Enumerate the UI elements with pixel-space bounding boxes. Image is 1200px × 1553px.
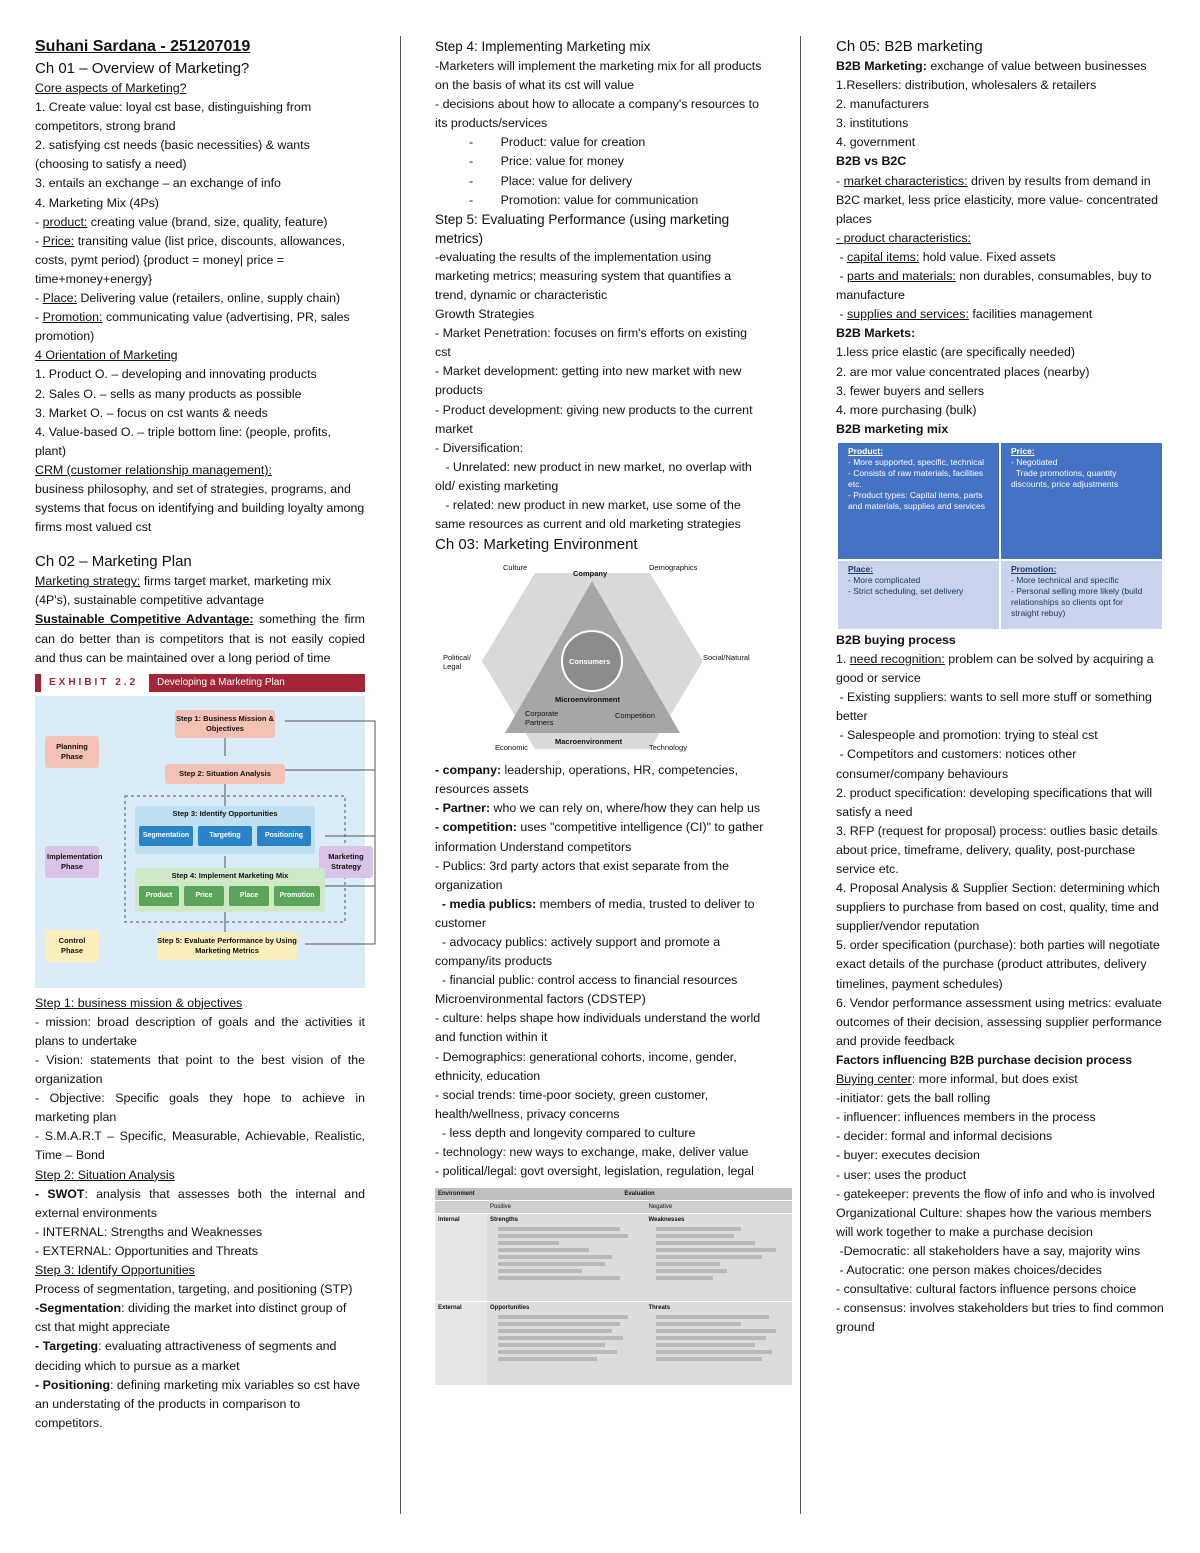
buying-heading: B2B buying process — [836, 632, 956, 647]
vs-heading: B2B vs B2C — [836, 154, 907, 169]
list-item: - decisions about how to allocate a company's resources to its products/services — [435, 97, 760, 131]
list-item: 2. Sales O. – sells as many products as possible — [35, 386, 302, 401]
mix-promotion-cell: Promotion: - More technical and specific - Personal selling more likely (build relationships so clients opt for straight rebuy) — [1000, 560, 1163, 630]
list-item: - Unrelated: new product in new market, no overlap with old/ existing marketing — [435, 459, 756, 493]
list-item: - buyer: executes decision — [836, 1148, 980, 1163]
environment-diagram — [435, 561, 765, 761]
list-item: - Competitors and customers: notices other consumer/company behaviours — [836, 747, 1080, 781]
list-item: - user: uses the product — [836, 1167, 967, 1182]
list-item: - gatekeeper: prevents the flow of info and who is involved — [836, 1186, 1155, 1201]
marketing-plan-diagram — [35, 696, 365, 988]
place-box: Place — [229, 886, 269, 906]
exhibit-label: EXHIBIT 2.2 — [35, 674, 149, 692]
mstrat-text: Marketing strategy: firms target market, marketing mix (4P's), sustainable competitive advantage — [35, 574, 332, 608]
ch03-title: Ch 03: Marketing Environment — [435, 536, 638, 554]
swot-eval-header: Evaluation — [487, 1187, 792, 1200]
economic-label: Economic — [495, 743, 528, 753]
swot-strengths-lines — [490, 1227, 642, 1280]
publics-text: - Publics: 3rd party actors that exist separate from the organization — [435, 858, 730, 892]
culture-label: Culture — [503, 563, 528, 573]
list-item: - mission: broad description of goals and the activities it plans to undertake — [35, 1014, 365, 1048]
list-item: - consultative: cultural factors influence persons choice — [836, 1282, 1137, 1297]
ch01-title: Ch 01 – Overview of Marketing? — [35, 60, 250, 77]
list-item: 2. manufacturers — [836, 97, 929, 112]
core-heading: Core aspects of Marketing? — [35, 81, 187, 95]
swot-threats: Threats — [648, 1305, 671, 1312]
competition-label: Competition — [615, 711, 656, 721]
mix-heading: B2B marketing mix — [836, 421, 949, 436]
list-item: 6. Vendor performance assessment using metrics: evaluate outcomes of their decision, assessing supplier performance and provide feedback — [836, 995, 1162, 1048]
mix-place-cell: Place: - More complicated - Strict scheduling, set delivery — [837, 560, 1000, 630]
list-item: 3. Market O. – focus on cst wants & needs — [35, 405, 268, 420]
list-item: - Vision: statements that point to the best vision of the organization — [35, 1053, 365, 1087]
core-list — [35, 98, 365, 213]
list-item: 4. government — [836, 135, 916, 150]
ps-item: - Place: Delivering value (retailers, online, supply chain) — [35, 291, 341, 306]
step4-title: Step 4: Implementing Marketing mix — [435, 39, 651, 54]
financial-text: - financial public: control access to financial resources — [435, 973, 738, 988]
mix-price-cell: Price: - Negotiated Trade promotions, quantity discounts, price adjustments — [1000, 442, 1163, 560]
social-label: Social/Natural — [703, 653, 750, 663]
list-item: - Product: value for creation — [469, 135, 646, 150]
implementation-phase: Implementation Phase — [45, 846, 99, 878]
step2-heading: Step 2: Situation Analysis — [35, 1167, 175, 1182]
marketing-strategy-box: Marketing Strategy — [319, 846, 373, 878]
markets-heading: B2B Markets: — [836, 326, 916, 341]
list-item: Growth Strategies — [435, 307, 535, 322]
market-char: - market characteristics: driven by results from demand in B2C market, less price elasticity, more value- concentrated places — [836, 173, 1159, 226]
positioning-box: Positioning — [257, 826, 311, 846]
swot-table — [435, 1187, 792, 1385]
list-item: 3. entails an exchange – an exchange of info — [35, 176, 281, 191]
stp-text: Process of segmentation, targeting, and positioning (STP) — [35, 1282, 353, 1297]
product-box: Product — [139, 886, 179, 906]
list-item: - Objective: Specific goals they hope to achieve in marketing plan — [35, 1091, 365, 1125]
ch05-title: Ch 05: B2B marketing — [836, 38, 983, 55]
step3-heading: Step 3: Identify Opportunities — [35, 1263, 195, 1278]
list-item: - Existing suppliers: wants to sell more stuff or something better — [836, 690, 1156, 724]
orient-heading: 4 Orientation of Marketing — [35, 348, 178, 363]
company-label: Company — [573, 569, 608, 579]
consumers-label: Consumers — [569, 657, 611, 667]
env-item: - company: leadership, operations, HR, competencies, resources assets — [435, 763, 739, 797]
crm-heading: CRM (customer relationship management): — [35, 462, 272, 477]
step1-box: Step 1: Business Mission & Objectives — [175, 710, 275, 738]
b2b-mix-table — [836, 441, 1164, 631]
supplies-items: - supplies and services: facilities management — [836, 307, 1093, 322]
list-item: 2. product specification: developing specifications that will satisfy a need — [836, 785, 1153, 819]
list-item: 4. Proposal Analysis & Supplier Section: determining which suppliers to purchase from based on cost, quality, time and supplier/vendor reputation — [836, 881, 1160, 934]
list-item: - social trends: time-poor society, green customer, health/wellness, privacy concerns — [435, 1087, 709, 1121]
swot-opportunities: Opportunities — [490, 1305, 530, 1312]
list-item: 4. Marketing Mix (4Ps) — [35, 195, 159, 210]
targeting-box: Targeting — [198, 826, 252, 846]
price-box: Price — [184, 886, 224, 906]
list-item: - consensus: involves stakeholders but tries to find common ground — [836, 1301, 1164, 1335]
swot-weaknesses-lines — [648, 1227, 789, 1280]
list-item: 3. fewer buyers and sellers — [836, 383, 985, 398]
column-2 — [435, 36, 765, 1385]
corporate-label: Corporate Partners — [525, 709, 559, 728]
swot-text: - SWOT: analysis that assesses both the internal and external environments — [35, 1186, 365, 1220]
step2-box: Step 2: Situation Analysis — [165, 764, 285, 784]
author-name: Suhani Sardana - 251207019 — [35, 38, 251, 55]
media-text: - media publics: members of media, trusted to deliver to customer — [435, 896, 758, 930]
step3-box: Step 3: Identify Opportunities — [135, 806, 315, 854]
list-item: - related: new product in new market, use some of the same resources as current and old marketing strategies — [435, 497, 745, 532]
list-item: - Promotion: value for communication — [469, 192, 699, 207]
product-char: - product characteristics: — [836, 230, 971, 245]
list-item: - influencer: influences members in the process — [836, 1110, 1096, 1125]
ps-item: - Promotion: communicating value (advertising, PR, sales promotion) — [35, 310, 350, 344]
list-item: - less depth and longevity compared to culture — [435, 1125, 696, 1140]
list-item: 1.Resellers: distribution, wholesalers & retailers — [836, 78, 1097, 93]
ps-item: - Price: transiting value (list price, discounts, allowances, costs, pymt period) {product = money| price = time+money+energy} — [35, 233, 345, 286]
env-item: - Partner: who we can rely on, where/how they can help us — [435, 801, 761, 816]
sca-text: Sustainable Competitive Advantage: something the firm can do better than is competitors that is not easily copied and thus can be maintained over a long period of time — [35, 612, 365, 665]
list-item: - decider: formal and informal decisions — [836, 1129, 1053, 1144]
list-item: 1. Product O. – developing and innovating products — [35, 367, 317, 382]
swot-strengths: Strengths — [490, 1217, 519, 1224]
demographics-label: Demographics — [649, 563, 698, 573]
tar-text: - Targeting: evaluating attractiveness of segments and deciding which to pursue as a market — [35, 1339, 337, 1373]
ch02-title: Ch 02 – Marketing Plan — [35, 553, 192, 571]
list-item: - Market Penetration: focuses on firm's efforts on existing cst — [435, 326, 748, 360]
macro-label: Macroenvironment — [555, 737, 623, 747]
list-item: - Market development: getting into new market with new products — [435, 364, 742, 398]
list-item: - S.M.A.R.T – Specific, Measurable, Achievable, Realistic, Time – Bond — [35, 1129, 365, 1163]
step5-box: Step 5: Evaluate Performance by Using Marketing Metrics — [157, 932, 297, 960]
list-item: -Democratic: all stakeholders have a say, majority wins — [836, 1243, 1141, 1258]
list-item: - Demographics: generational cohorts, income, gender, ethnicity, education — [435, 1049, 737, 1083]
list-item: - Autocratic: one person makes choices/decides — [836, 1262, 1102, 1277]
advocacy-text: - advocacy publics: actively support and promote a company/its products — [435, 935, 724, 969]
swot-internal: Internal — [435, 1213, 487, 1301]
buying-center: Buying center: more informal, but does exist — [836, 1072, 1078, 1087]
step4-box: Step 4: Implement Marketing Mix — [135, 868, 325, 912]
technology-label: Technology — [649, 743, 687, 753]
list-item: 2. are mor value concentrated places (nearby) — [836, 364, 1090, 379]
column-1 — [35, 36, 365, 1433]
internal-line: - INTERNAL: Strengths and Weaknesses — [35, 1224, 263, 1239]
mix-product-cell: Product: - More supported, specific, technical - Consists of raw materials, facilities etc. - Product types: Capital items, parts and materials, supplies and services — [837, 442, 1000, 560]
list-item: 3. institutions — [836, 116, 909, 131]
list-item: 4. more purchasing (bulk) — [836, 402, 977, 417]
list-item: -Marketers will implement the marketing mix for all products on the basis of what its cst will value — [435, 59, 762, 93]
b2b-def: B2B Marketing: exchange of value between businesses — [836, 59, 1147, 73]
swot-opportunities-lines — [490, 1315, 642, 1361]
list-item: - Place: value for delivery — [469, 173, 633, 188]
list-item: 3. RFP (request for proposal) process: outlies basic details about price, timeframe, delivery, quality, post-purchase service etc. — [836, 823, 1158, 876]
swot-external: External — [435, 1301, 487, 1385]
column-divider-1 — [400, 36, 401, 1514]
political-label: Political/ Legal — [443, 653, 471, 672]
swot-weaknesses: Weaknesses — [648, 1217, 685, 1224]
macro-heading: Microenvironmental factors (CDSTEP) — [435, 992, 646, 1007]
cap-items: - capital items: hold value. Fixed assets — [836, 249, 1056, 264]
list-item: 5. order specification (purchase): both parties will negotiate exact details of the purchase (product attributes, delivery timelines, payment schedules) — [836, 938, 1160, 991]
list-item: 4. Value-based O. – triple bottom line: (people, profits, plant) — [35, 424, 331, 458]
swot-threats-lines — [648, 1315, 789, 1361]
factors-heading: Factors influencing B2B purchase decision process — [836, 1052, 1133, 1067]
list-item: - culture: helps shape how individuals understand the world and function within it — [435, 1011, 761, 1045]
swot-negative-header: Negative — [645, 1200, 792, 1213]
seg-text: -Segmentation: dividing the market into distinct group of cst that might appreciate — [35, 1301, 347, 1335]
list-item: -evaluating the results of the implementation using marketing metrics; measuring system that quantifies a trend, dynamic or characteristic — [435, 249, 732, 302]
pos-text: - Positioning: defining marketing mix variables so cst have an understating of the products in comparison to competitors. — [35, 1377, 361, 1430]
micro-label: Microenvironment — [555, 695, 621, 705]
list-item: - Salespeople and promotion: trying to steal cst — [836, 728, 1098, 743]
step1-heading: Step 1: business mission & objectives — [35, 995, 243, 1010]
control-phase: Control Phase — [45, 930, 99, 962]
list-item: 1.less price elastic (are specifically needed) — [836, 345, 1075, 360]
crm-text: business philosophy, and set of strategies, programs, and systems that focus on identifying and building loyalty among firms most valued cst — [35, 481, 365, 535]
ps-item: - product: creating value (brand, size, quality, feature) — [35, 214, 328, 229]
org-culture: Organizational Culture: shapes how the various members will work together to make a purchase decision — [836, 1205, 1152, 1239]
swot-positive-header: Positive — [487, 1200, 645, 1213]
list-item: -initiator: gets the ball rolling — [836, 1091, 991, 1106]
exhibit-title: Developing a Marketing Plan — [149, 674, 365, 692]
list-item: - technology: new ways to exchange, make, deliver value — [435, 1145, 749, 1160]
env-item: - competition: uses "competitive intelligence (CI)" to gather information Understand competitors — [435, 820, 764, 854]
need-recognition: 1. need recognition: problem can be solved by acquiring a good or service — [836, 651, 1154, 686]
promotion-box: Promotion — [274, 886, 320, 906]
external-line: - EXTERNAL: Opportunities and Threats — [35, 1243, 258, 1258]
list-item: - Price: value for money — [469, 154, 624, 169]
list-item: - Diversification: — [435, 440, 524, 455]
list-item: 1. Create value: loyal cst base, distinguishing from competitors, strong brand — [35, 100, 312, 134]
exhibit-header — [35, 674, 365, 692]
list-item: - political/legal: govt oversight, legislation, regulation, legal — [435, 1164, 754, 1179]
column-divider-2 — [800, 36, 801, 1514]
list-item: - Product development: giving new products to the current market — [435, 402, 753, 436]
column-3 — [836, 36, 1166, 1337]
step5-title: Step 5: Evaluating Performance (using marketing metrics) — [435, 211, 730, 246]
list-item: 2. satisfying cst needs (basic necessities) & wants (choosing to satisfy a need) — [35, 138, 310, 172]
planning-phase: Planning Phase — [45, 736, 99, 768]
segmentation-box: Segmentation — [139, 826, 193, 846]
swot-env-header: Environment — [435, 1187, 487, 1200]
parts-items: - parts and materials: non durables, consumables, buy to manufacture — [836, 269, 1152, 303]
